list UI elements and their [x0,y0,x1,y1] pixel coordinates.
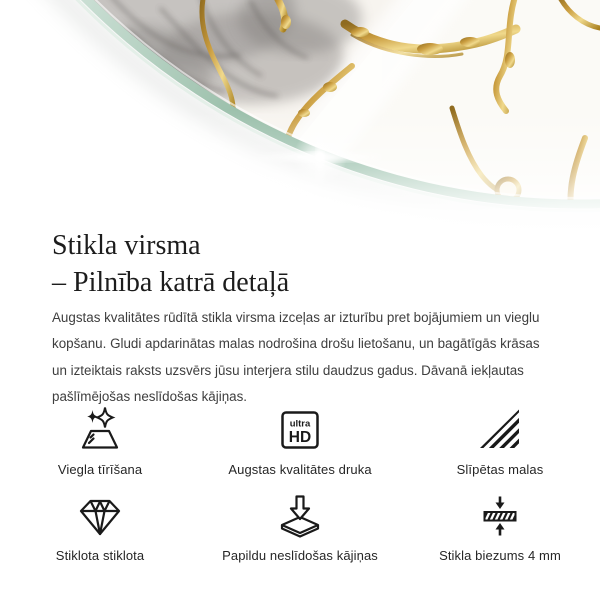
page-title-line2: – Pilnība katrā detaļā [52,267,290,298]
feature-easy-cleaning [0,406,200,477]
feature-grid [0,406,600,563]
feature-label: Stikla biezums 4 mm [439,548,561,563]
sparkle-clean-icon [76,406,124,454]
page-title-line1: Stikla virsma [52,230,201,261]
feature-glazed [0,492,200,563]
feature-label: Slīpētas malas [456,462,544,477]
beveled-edges-icon [476,406,524,454]
feature-non-slip-feet [200,492,400,563]
feature-ultra-hd-print [200,406,400,477]
feature-glass-thickness [400,492,600,563]
diamond-icon [76,492,124,540]
non-slip-feet-icon [276,492,324,540]
ultra-hd-icon [276,406,324,454]
glass-thickness-icon [476,492,524,540]
photo-fade [0,110,600,240]
feature-label: Viegla tīrīšana [57,462,143,477]
feature-label: Papildu neslīdošas kājiņas [222,548,378,563]
ultra-hd-badge-top: ultra [289,418,311,430]
feature-polished-edges [400,406,600,477]
feature-label: Stiklota stiklota [55,548,145,563]
ultra-hd-badge-bottom: HD [288,429,312,446]
page-title [52,227,289,301]
product-photo [0,0,600,240]
feature-label: Augstas kvalitātes druka [228,462,372,477]
product-description: Augstas kvalitātes rūdītā stikla virsma izceļas ar izturību pret bojājumiem un vieglu kopšanu. Gludi apdarinātas malas nodrošina drošu lietošanu, un bagātīgās krāsas un izteiktais raksts uzsvērs jūsu interjera stilu daudzus gadus. Dāvanā iekļautas pašlīmējošas neslīdošas kājiņas. [52,310,540,405]
